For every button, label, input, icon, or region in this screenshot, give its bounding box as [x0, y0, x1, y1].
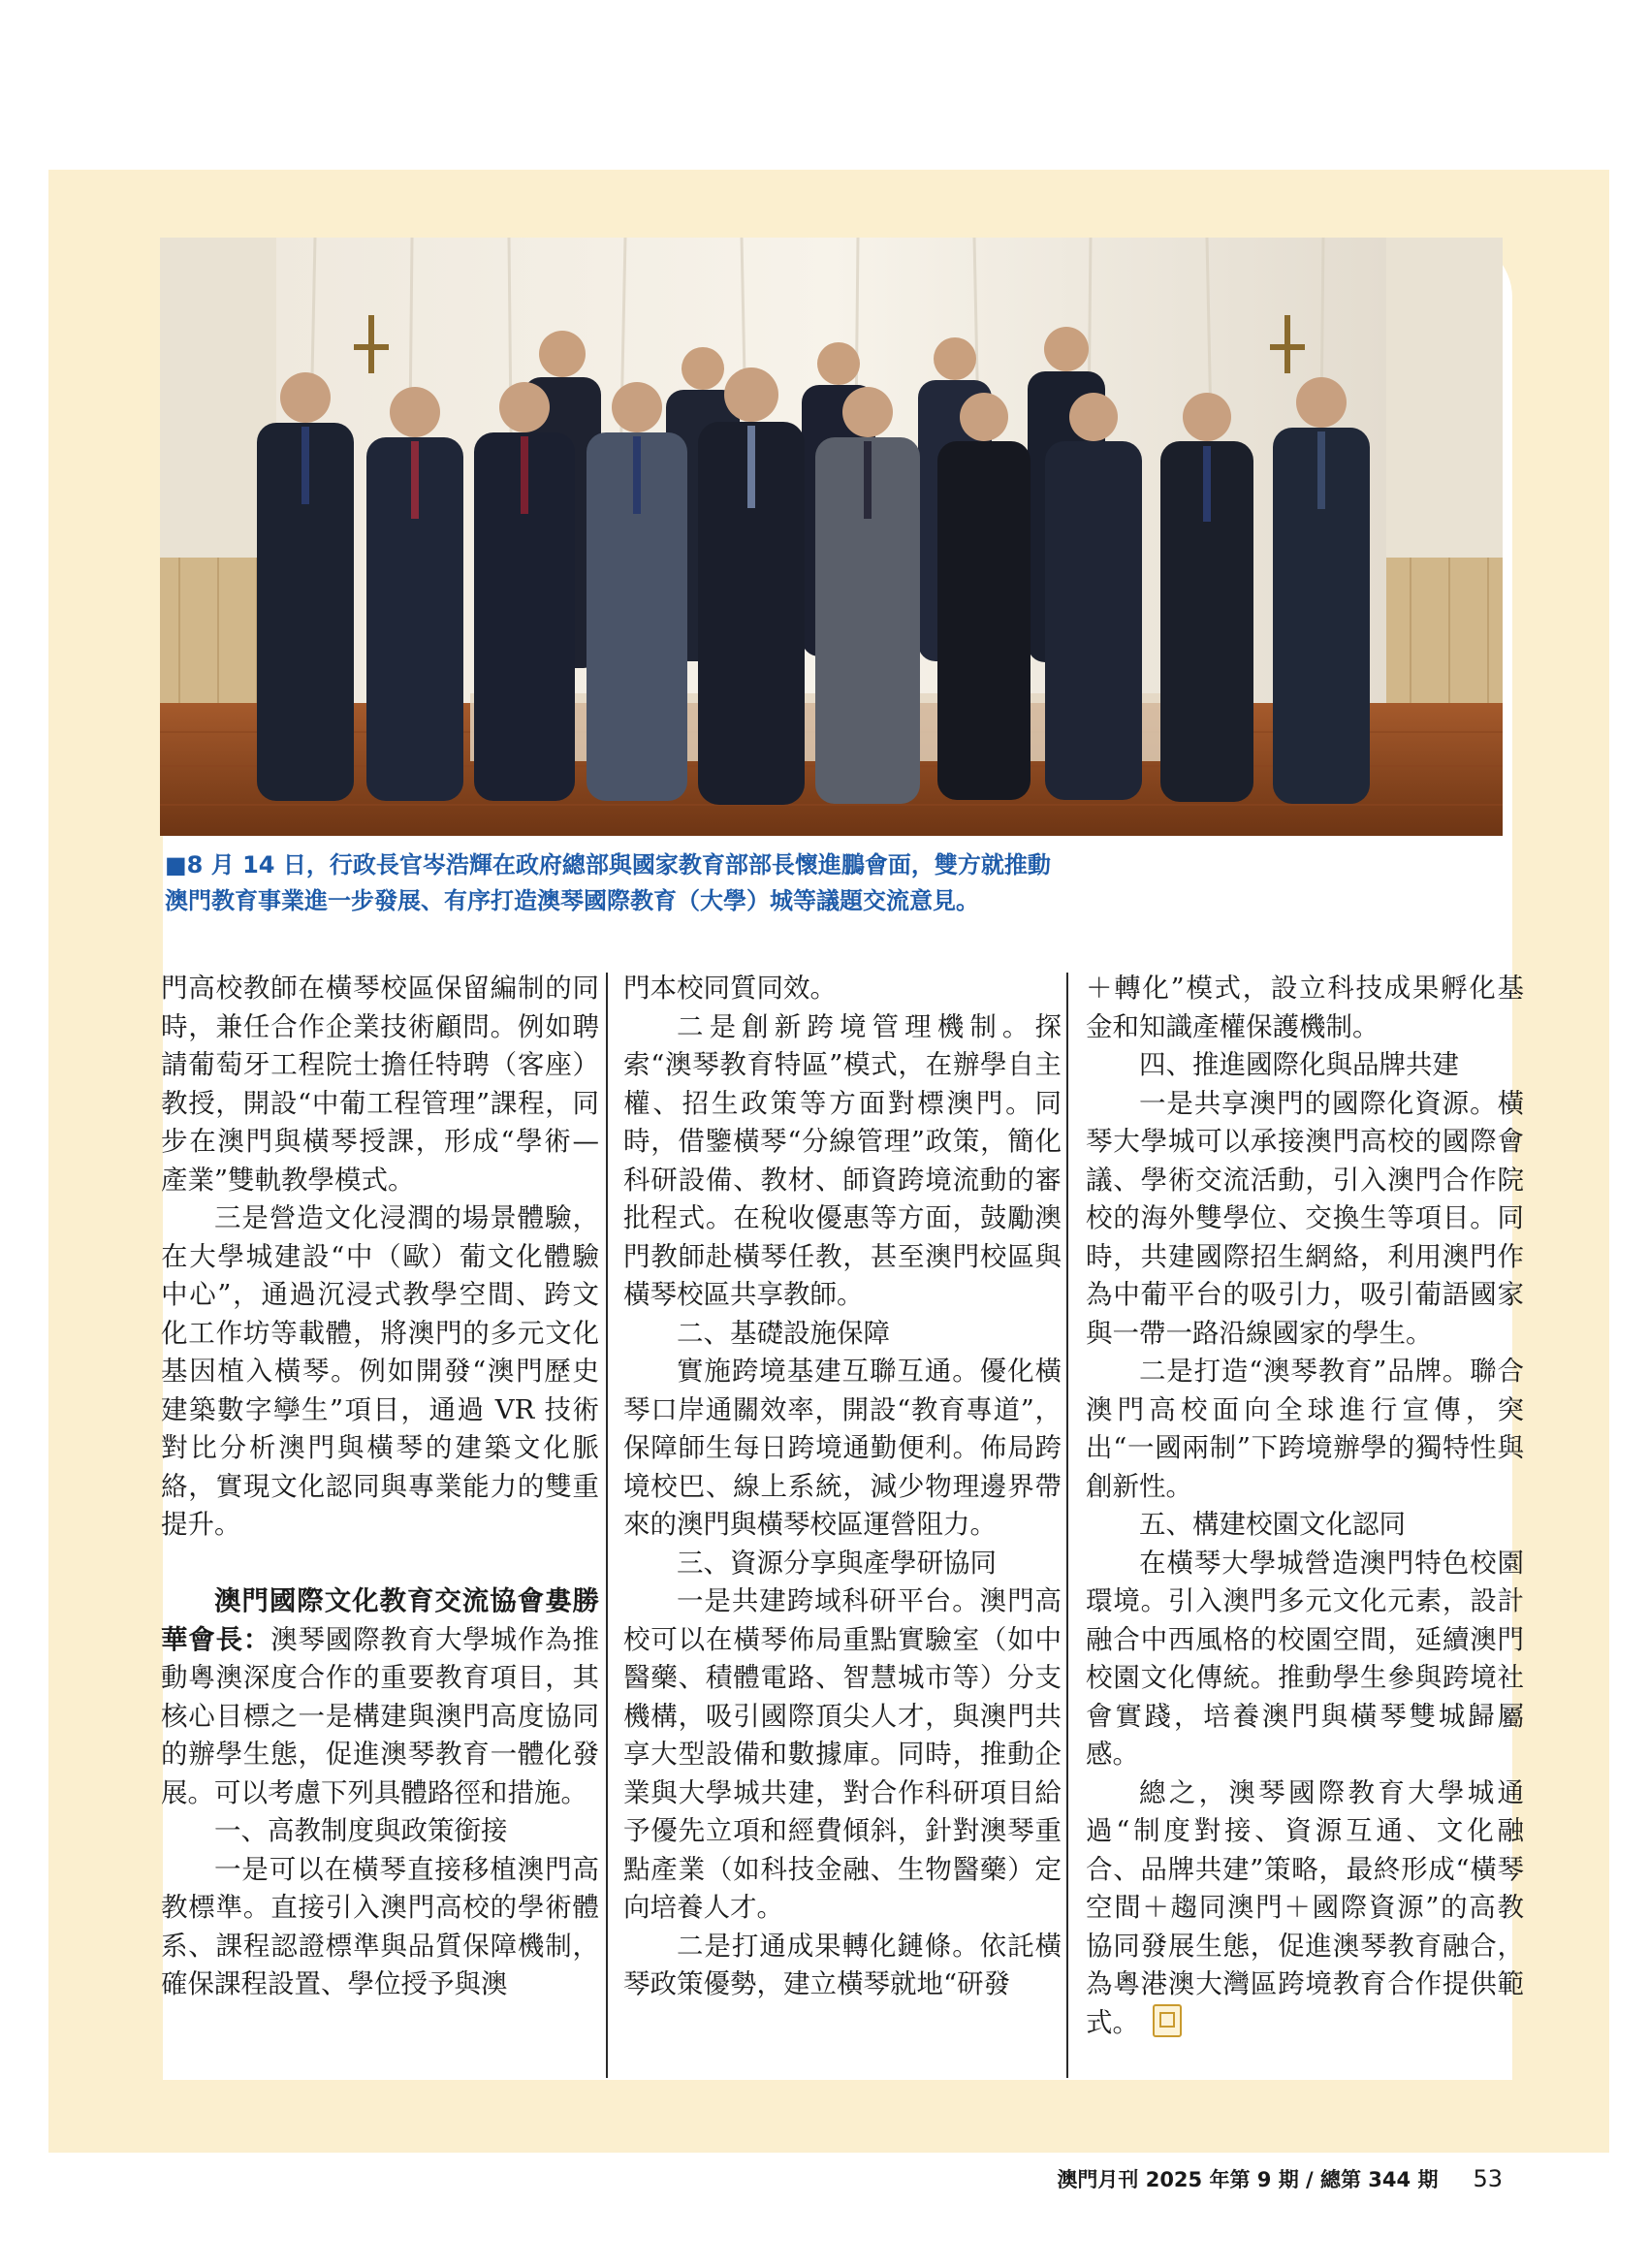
publication-info: 澳門月刊 2025 年第 9 期 / 總第 344 期 — [1057, 2168, 1439, 2191]
meeting-photo — [160, 238, 1503, 836]
paragraph: 在橫琴大學城營造澳門特色校園環境。引入澳門多元文化元素，設計融合中西風格的校園空間，延續澳門校園文化傳統。推動學生參與跨境社會實踐，培養澳門與橫琴雙城歸屬感。 — [1086, 1547, 1524, 1770]
section-heading: 二、基礎設施保障 — [677, 1317, 890, 1349]
page-number: 53 — [1473, 2165, 1503, 2192]
column-divider-2 — [1066, 973, 1068, 2078]
speaker-text: 澳琴國際教育大學城作為推動粵澳深度合作的重要教育項目，其核心目標之一是構建與澳門高度協同的辦學生態，促進澳琴教育一體化發展。可以考慮下列具體路徑和措施。 — [161, 1623, 600, 1808]
section-heading: 三、資源分享與產學研協同 — [677, 1547, 997, 1579]
paragraph: 實施跨境基建互聯互通。優化橫琴口岸通關效率，開設“教育專道”，保障師生每日跨境通勤便利。佈局跨境校巴、線上系統，減少物理邊界帶來的澳門與橫琴校區運營阻力。 — [623, 1356, 1062, 1540]
speaker-name: 澳門國際文化教育交流協會婁勝華會長： — [161, 1585, 599, 1655]
paragraph: 一是可以在橫琴直接移植澳門高教標準。直接引入澳門高校的學術體系、課程認證標準與品質保障機制，確保課程設置、學位授予與澳 — [161, 1853, 599, 1999]
caption-line-2: 澳門教育事業進一步發展、有序打造澳琴國際教育（大學）城等議題交流意見。 — [165, 887, 979, 914]
paragraph: 一是共享澳門的國際化資源。橫琴大學城可以承接澳門高校的國際會議、學術交流活動，引入澳門合作院校的海外雙學位、交換生等項目。同時，共建國際招生網絡，利用澳門作為中葡平台的吸引力，吸引葡語國家與一帶一路沿線國家的學生。 — [1086, 1087, 1524, 1349]
section-heading: 一、高教制度與政策銜接 — [214, 1815, 508, 1846]
text-column-3 — [1086, 970, 1524, 2085]
section-heading: 五、構建校園文化認同 — [1139, 1509, 1406, 1540]
text-column-2 — [623, 970, 1062, 2085]
paragraph: 門高校教師在橫琴校區保留編制的同時，兼任合作企業技術顧問。例如聘請葡萄牙工程院士擔任特聘（客座）教授，開設“中葡工程管理”課程，同步在澳門與橫琴授課，形成“學術—產業”雙軌教學模式。 — [161, 973, 599, 1196]
end-mark-icon — [1153, 2004, 1182, 2037]
section-heading: 四、推進國際化與品牌共建 — [1139, 1049, 1459, 1080]
closing-text: 總之，澳琴國際教育大學城通過“制度對接、資源互通、文化融合、品牌共建”策略，最終形成“橫琴空間＋趨同澳門＋國際資源”的高教協同發展生態，促進澳琴教育融合，為粵港澳大灣區跨境教育合作提供範式。 — [1086, 1776, 1524, 2038]
paragraph: ＋轉化”模式，設立科技成果孵化基金和知識產權保護機制。 — [1086, 973, 1524, 1042]
paragraph: 一是共建跨域科研平台。澳門高校可以在橫琴佈局重點實驗室（如中醫藥、積體電路、智慧城市等）分支機構，吸引國際頂尖人才，與澳門共享大型設備和數據庫。同時，推動企業與大學城共建，對合作科研項目給予優先立項和經費傾斜，針對澳琴重點產業（如科技金融、生物醫藥）定向培養人才。 — [623, 1585, 1062, 1923]
column-divider-1 — [606, 973, 608, 2078]
caption-line-1: ■8 月 14 日，行政長官岑浩輝在政府總部與國家教育部部長懷進鵬會面，雙方就推動 — [165, 851, 1051, 878]
paragraph: 二是創新跨境管理機制。探索“澳琴教育特區”模式，在辦學自主權、招生政策等方面對標澳門。同時，借鑒橫琴“分線管理”政策，簡化科研設備、教材、師資跨境流動的審批程式。在稅收優惠等方面，鼓勵澳門教師赴橫琴任教，甚至澳門校區與橫琴校區共享教師。 — [623, 1010, 1062, 1310]
paragraph: 三是營造文化浸潤的場景體驗，在大學城建設“中（歐）葡文化體驗中心”，通過沉浸式教學空間、跨文化工作坊等載體，將澳門的多元文化基因植入橫琴。例如開發“澳門歷史建築數字孿生”項目，通過 VR 技術對比分析澳門與橫琴的建築文化脈絡，實現文化認同與專業能力的雙重提升。 — [161, 1202, 599, 1540]
text-column-1 — [161, 970, 599, 2085]
paragraph: 二是打造“澳琴教育”品牌。聯合澳門高校面向全球進行宣傳，突出“一國兩制”下跨境辦學的獨特性與創新性。 — [1086, 1356, 1524, 1502]
closing-paragraph — [1086, 1774, 1524, 2043]
photo-caption — [165, 847, 1483, 919]
paragraph: 門本校同質同效。 — [623, 973, 837, 1004]
speaker-paragraph — [161, 1582, 599, 1812]
page-footer — [1037, 2164, 1503, 2193]
paragraph: 二是打通成果轉化鏈條。依託橫琴政策優勢，建立橫琴就地“研發 — [623, 1930, 1062, 1999]
